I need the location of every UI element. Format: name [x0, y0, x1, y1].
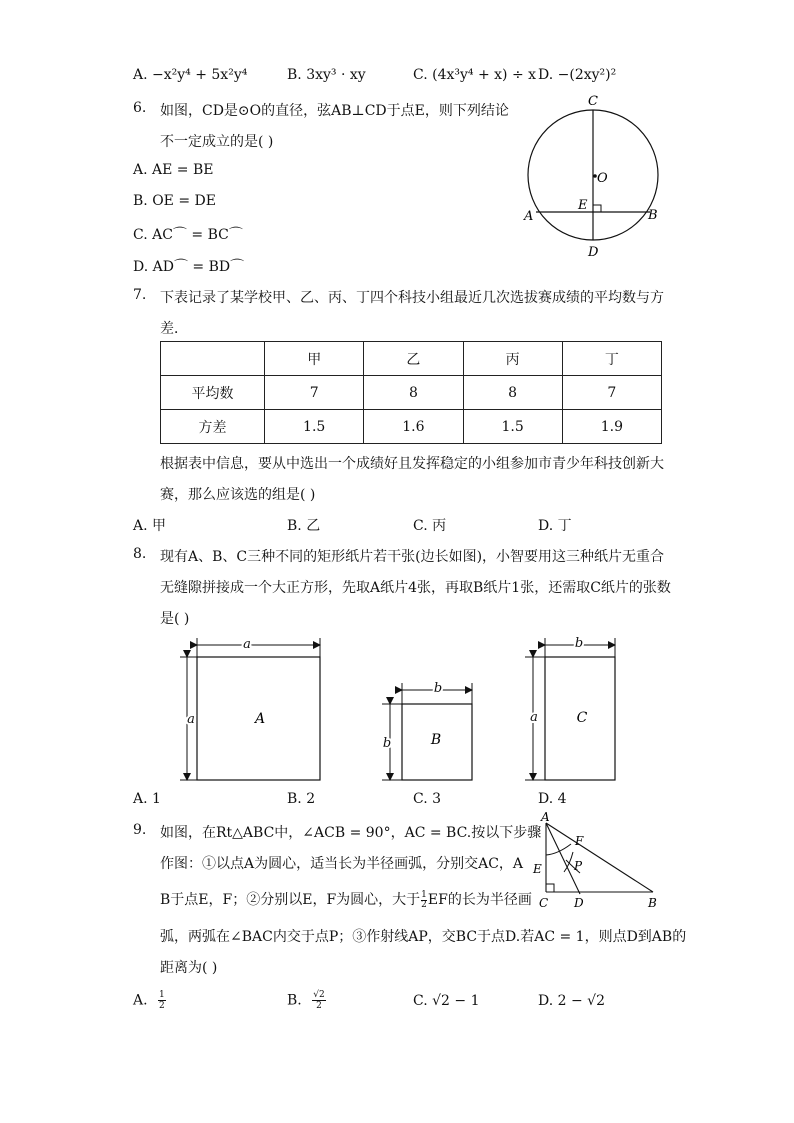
q6-circle-figure	[515, 90, 675, 260]
option-b-fraction	[312, 990, 325, 1011]
q9-line3-start: B于点E，F；②分别以E，F为圆心，大于	[160, 892, 421, 908]
table-cell: 1.5	[265, 410, 364, 444]
q6-stem-line2: 不一定成立的是( )	[160, 134, 274, 150]
label-f: F	[575, 834, 584, 848]
right-angle-mark	[593, 205, 601, 212]
q8-stem-line3: 是( )	[160, 611, 190, 627]
label-c: C	[539, 896, 549, 910]
label-a-height: a	[187, 712, 195, 727]
q9-stem-line5: 距离为( )	[160, 960, 218, 976]
q8-option-c: C. 3	[413, 791, 442, 807]
row-label: 方差	[161, 410, 265, 444]
frac-numerator: 1	[159, 990, 165, 1000]
q5-option-a: A. −x²y⁴ + 5x²y⁴	[133, 67, 248, 83]
q8-option-a: A. 1	[133, 791, 161, 807]
label-c: C	[588, 94, 598, 109]
q9-option-c: C. √2 − 1	[413, 993, 480, 1009]
option-a-fraction	[158, 990, 166, 1011]
label-a: A	[524, 209, 534, 224]
q9-stem-line1: 如图，在Rt△ABC中，∠ACB = 90°，AC = BC.按以下步骤	[160, 825, 542, 841]
row-label: 平均数	[161, 376, 265, 410]
header-cell: 乙	[364, 342, 463, 376]
label-d: D	[574, 896, 584, 910]
table-header-row	[161, 342, 662, 376]
q7-number: 7.	[133, 287, 147, 303]
label-e: E	[578, 198, 588, 213]
q9-triangle-figure	[528, 810, 663, 910]
label-o: O	[597, 171, 608, 186]
q6-option-d: D. AD⌒ = BD⌒	[133, 259, 245, 275]
frac-denominator: 2	[316, 1001, 322, 1011]
q9-stem-line4: 弧，两弧在∠BAC内交于点P；③作射线AP，交BC于点D.若AC = 1，则点D到AB的	[160, 929, 687, 945]
q8-stem-line1: 现有A、B、C三种不同的矩形纸片若干张(边长如图)，小智要用这三种纸片无重合	[160, 549, 665, 565]
label-rect-a: A	[254, 711, 266, 727]
q5-option-c: C. (4x³y⁴ + x) ÷ x	[413, 67, 537, 83]
q9-line3-end: EF的长为半径画	[427, 892, 532, 908]
q9-number: 9.	[133, 822, 147, 838]
q8-option-d: D. 4	[538, 791, 567, 807]
q5-option-d: D. −(2xy²)²	[538, 67, 617, 83]
label-a-width: a	[243, 637, 251, 652]
q6-number: 6.	[133, 100, 147, 116]
label-c-width: b	[574, 636, 584, 651]
right-angle-c	[546, 884, 554, 892]
label-b: B	[648, 896, 657, 910]
q7-stem-line3: 根据表中信息，要从中选出一个成绩好且发挥稳定的小组参加市青少年科技创新大	[160, 456, 664, 472]
header-cell: 丁	[562, 342, 661, 376]
q7-option-d: D. 丁	[538, 518, 572, 534]
table-row	[161, 410, 662, 444]
q6-option-a: A. AE = BE	[133, 162, 214, 178]
label-rect-b: B	[430, 732, 442, 748]
q6-stem-line1: 如图，CD是⊙O的直径，弦AB⊥CD于点E，则下列结论	[160, 103, 509, 119]
header-cell	[161, 342, 265, 376]
table-cell: 8	[364, 376, 463, 410]
label-b-height: b	[382, 736, 392, 751]
q6-option-c: C. AC⌒ = BC⌒	[133, 227, 243, 243]
q8-number: 8.	[133, 546, 147, 562]
frac-numerator: √2	[313, 990, 325, 1000]
q9-stem-line2: 作图：①以点A为圆心，适当长为半径画弧，分别交AC，A	[160, 856, 524, 872]
frac-numerator: 1	[421, 889, 427, 900]
option-a-prefix: A.	[133, 992, 148, 1009]
q8-stem-line2: 无缝隙拼接成一个大正方形，先取A纸片4张，再取B纸片1张，还需取C纸片的张数	[160, 580, 671, 596]
label-c-height: a	[530, 710, 538, 725]
label-b-width: b	[433, 681, 443, 696]
q8-rectangles-figure	[170, 630, 630, 790]
q9-option-b	[287, 990, 326, 1011]
table-cell: 7	[265, 376, 364, 410]
table-cell: 7	[562, 376, 661, 410]
label-e: E	[533, 862, 542, 876]
header-cell: 甲	[265, 342, 364, 376]
q7-stem-line4: 赛，那么应该选的组是( )	[160, 487, 316, 503]
table-cell: 1.9	[562, 410, 661, 444]
label-b: B	[648, 208, 658, 223]
q6-option-b: B. OE = DE	[133, 193, 216, 209]
frac-denominator: 2	[159, 1001, 165, 1011]
table-row	[161, 376, 662, 410]
q7-stem-line2: 差．	[160, 321, 188, 337]
label-p: P	[574, 859, 583, 873]
option-b-prefix: B.	[287, 992, 302, 1009]
label-a: A	[541, 810, 550, 824]
q7-stem-line1: 下表记录了某学校甲、乙、丙、丁四个科技小组最近几次选拔赛成绩的平均数与方	[160, 290, 664, 306]
q5-option-b: B. 3xy³ · xy	[287, 67, 366, 83]
q8-option-b: B. 2	[287, 791, 316, 807]
q7-option-a: A. 甲	[133, 518, 167, 534]
q7-option-c: C. 丙	[413, 518, 447, 534]
q7-option-b: B. 乙	[287, 518, 321, 534]
header-cell: 丙	[463, 342, 562, 376]
q9-option-a	[133, 990, 166, 1011]
frac-denominator: 2	[421, 899, 427, 910]
q9-fraction	[421, 891, 427, 910]
q7-score-table	[160, 341, 662, 444]
label-d: D	[588, 245, 599, 260]
table-cell: 1.5	[463, 410, 562, 444]
q9-option-d: D. 2 − √2	[538, 993, 605, 1009]
label-rect-c: C	[576, 710, 588, 726]
table-cell: 8	[463, 376, 562, 410]
q9-stem-line3	[160, 889, 532, 910]
table-cell: 1.6	[364, 410, 463, 444]
